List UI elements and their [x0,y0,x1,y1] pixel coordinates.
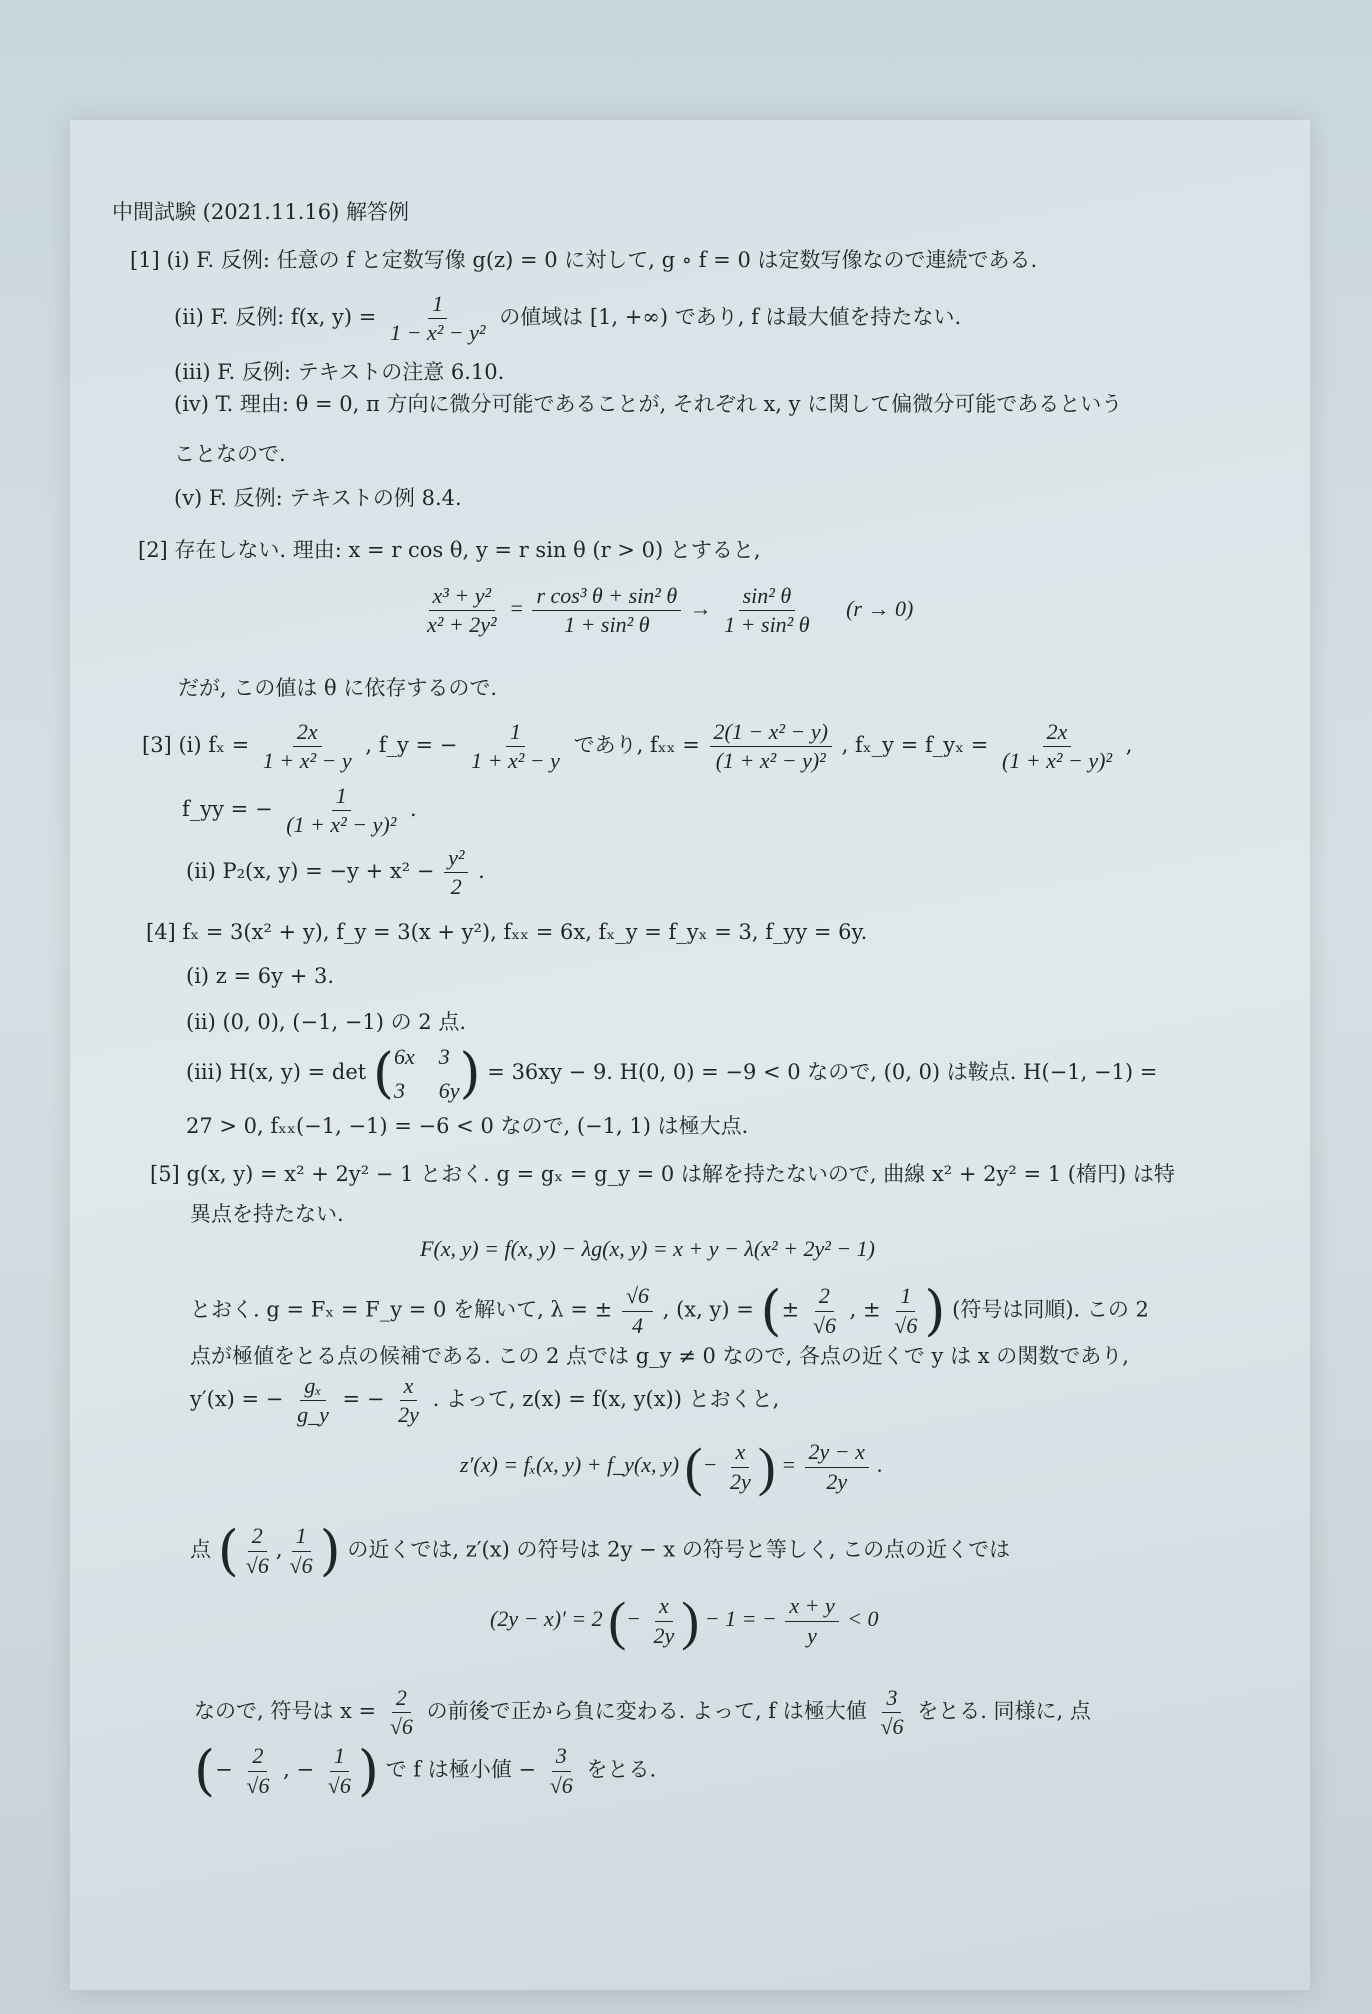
fraction [710,720,832,773]
problem-1-i-text: (i) F. 反例: 任意の f と定数写像 g(z) = 0 に対して, g ∘ f = 0 は定数写像なので連続である. [166,248,1038,272]
fraction [444,846,468,899]
fraction [324,1744,355,1797]
denominator: √6 [327,1772,351,1798]
right-paren: ) [757,1437,776,1497]
equals-minus: = − [342,1387,385,1412]
problem-1-i [130,246,1037,274]
numerator: 1 [428,292,447,319]
point-label: , (x, y) = [662,1297,754,1322]
problem-1-ii-post: の値域は [1, +∞) であり, f は最大値を持たない. [499,305,962,330]
fraction [293,1374,333,1427]
problem-1-iv-line2: ことなので. [174,442,286,466]
numerator: 2x [293,720,322,747]
problem-5-line7-post: をとる. 同様に, 点 [917,1699,1091,1724]
minus-sign: , − [283,1757,315,1782]
problem-number-4: [4] [146,920,176,944]
denominator: 2y [729,1468,751,1494]
fraction [785,1594,838,1647]
minus-sign: − [626,1606,642,1632]
problem-5-line1-text: g(x, y) = x² + 2y² − 1 とおく. g = gₓ = g_y = 0 は解を持たないので, 曲線 x² + 2y² = 1 (楕円) は特 [186,1162,1175,1186]
problem-5-line8-post: をとる. [586,1757,657,1782]
fraction [546,1744,577,1797]
fraction [282,784,400,837]
fraction [532,584,681,637]
numerator: 2 [392,1686,411,1713]
left-paren: ( [217,1519,239,1582]
problem-5-line1 [150,1160,1175,1188]
fraction [394,1374,423,1427]
numerator: 2 [248,1744,267,1771]
denominator: (1 + x² − y)² [286,812,397,838]
problem-2-outro: だが, この値は θ に依存するので. [178,676,498,700]
fxx-label: であり, fₓₓ = [573,733,700,758]
matrix-entry: 3 [394,1077,405,1103]
denominator: √6 [289,1552,313,1578]
denominator: 1 + x² − y [262,748,352,774]
denominator: y [807,1622,817,1648]
numerator: x [655,1594,673,1621]
problem-5-line4: 点が極値をとる点の候補である. この 2 点では g_y ≠ 0 なので, 各点の近くで y は x の関数であり, [190,1344,1129,1368]
fraction [386,1686,417,1739]
minus-one: − 1 = − [704,1606,777,1632]
period: . [410,797,417,822]
problem-4-derivatives [146,918,867,946]
equals-sign: = [781,1452,797,1478]
numerator: gₓ [300,1374,325,1401]
plus-minus: , ± [849,1297,881,1322]
right-paren: ) [357,1739,379,1802]
numerator: 1 [332,784,351,811]
numerator: 1 [292,1524,311,1551]
denominator: √6 [880,1714,904,1740]
fraction [423,584,501,637]
problem-5-line7 [194,1686,1091,1739]
taylor-polynomial: (ii) P₂(x, y) = −y + x² − [186,859,435,884]
problem-2-intro [138,536,761,564]
period: . [478,859,485,884]
numerator: 2y − x [805,1440,869,1467]
denominator: 1 + sin² θ [724,612,810,638]
matrix-entry: 6y [438,1077,460,1103]
matrix-entry: 3 [438,1044,450,1069]
numerator: 1 [896,1284,915,1311]
numerator: r cos³ θ + sin² θ [532,584,681,611]
numerator: 1 [330,1744,349,1771]
problem-3-i [142,720,1132,773]
fyy-label: f_yy = − [182,797,273,822]
denominator: 1 − x² − y² [390,320,486,346]
problem-5-line2: 異点を持たない. [190,1202,344,1226]
arrow: → [689,595,712,621]
right-paren: ) [681,1591,700,1651]
fraction [720,584,813,637]
denominator: x² + 2y² [427,612,497,638]
denominator: √6 [389,1714,413,1740]
problem-3-ii [186,846,485,899]
problem-number-2: [2] [138,538,168,562]
numerator: x [400,1374,418,1401]
fy-label: , f_y = − [365,733,458,758]
left-paren: ( [684,1437,703,1497]
denominator: √6 [894,1312,918,1338]
plus-minus: ± [781,1297,800,1322]
fraction [622,1284,653,1337]
hessian-matrix [394,1042,460,1105]
less-than-zero: < 0 [847,1606,879,1632]
denominator: (1 + x² − y)² [715,748,826,774]
fraction [386,292,489,345]
fraction [467,720,564,773]
problem-1-iv-line1: (iv) T. 理由: θ = 0, π 方向に微分可能であることが, それぞれ x, y に関して偏微分可能であるという [174,392,1123,416]
denominator: 2y [653,1622,675,1648]
numerator: 3 [552,1744,571,1771]
denominator: 2y [398,1402,419,1428]
problem-number-3: [3] [142,733,172,758]
fraction [809,1284,840,1337]
numerator: x [731,1440,749,1467]
problem-5-line3 [190,1279,1149,1342]
numerator: sin² θ [739,584,796,611]
numerator: 2 [248,1524,267,1551]
problem-number-1: [1] [130,248,160,272]
fx-label: (i) fₓ = [178,733,250,758]
denominator: 2y [826,1468,848,1494]
numerator: x + y [785,1594,838,1621]
fraction [998,720,1116,773]
fraction [286,1524,317,1577]
equals-sign: = [509,595,524,621]
sign-derivative-lhs: (2y − x)′ = 2 [490,1606,603,1632]
numerator: 1 [506,720,525,747]
right-paren: ) [459,1041,481,1105]
sign-note: (符号は同順). この 2 [952,1297,1149,1322]
numerator: √6 [622,1284,653,1311]
problem-3-fyy [182,784,417,837]
problem-2-display [420,584,913,637]
z-derivative-display [460,1437,883,1497]
fraction [242,1524,273,1577]
denominator: √6 [246,1772,270,1798]
minus-sign: − [215,1757,233,1782]
numerator: x³ + y² [429,584,496,611]
denominator: g_y [297,1402,329,1428]
left-paren: ( [760,1279,782,1342]
denominator: (1 + x² − y)² [1002,748,1113,774]
problem-5-line8 [194,1739,657,1802]
problem-5-line7-pre: なので, 符号は x = [194,1699,377,1724]
denominator: √6 [812,1312,836,1338]
minus-sign: − [702,1452,718,1478]
problem-4-ii: (ii) (0, 0), (−1, −1) の 2 点. [186,1010,467,1034]
exam-title: 中間試験 (2021.11.16) 解答例 [112,200,409,224]
fraction [242,1744,273,1797]
denominator: √6 [549,1772,573,1798]
denominator: 1 + sin² θ [564,612,650,638]
problem-5-line5-post: . よって, z(x) = f(x, y(x)) とおくと, [432,1387,780,1412]
problem-4-iii [186,1042,1157,1105]
comma: , [1125,733,1133,758]
problem-5-line5 [190,1374,779,1427]
z-derivative-lhs: z′(x) = fₓ(x, y) + f_y(x, y) [460,1452,680,1478]
numerator: 3 [882,1686,901,1713]
numerator: y² [444,846,468,873]
problem-1-ii-pre: (ii) F. 反例: f(x, y) = [174,305,377,330]
period: . [877,1452,883,1478]
problem-4-iii-line2: 27 > 0, fₓₓ(−1, −1) = −6 < 0 なので, (−1, 1) は極大点. [186,1114,749,1138]
problem-5-line7-mid: の前後で正から負に変わる. よって, f は極大値 [426,1699,867,1724]
right-paren: ) [924,1279,946,1342]
denominator: 1 + x² − y [471,748,560,774]
fraction [650,1594,679,1647]
problem-4-i: (i) z = 6y + 3. [186,964,334,988]
limit-note: (r → 0) [846,595,914,621]
problem-1-ii [174,292,961,345]
lambda-text: とおく. g = Fₓ = F_y = 0 を解いて, λ = ± [190,1297,613,1322]
numerator: 2(1 − x² − y) [710,720,832,747]
problem-4-derivatives-text: fₓ = 3(x² + y), f_y = 3(x + y²), fₓₓ = 6x, fₓ_y = f_yₓ = 3, f_yy = 6y. [182,920,868,944]
point-word: 点 [190,1537,211,1562]
fraction [876,1686,907,1739]
fxy-label: , fₓ_y = f_yₓ = [841,733,989,758]
problem-5-line6: 点 ( $\frac{2}{√6}$ , $\frac{1}{√6}$ ) の近くでは, z′(x) の符号は 2y − x の符号と等しく, この点の近くでは [190,1519,1011,1582]
right-paren: ) [319,1519,341,1582]
problem-2-intro-text: 存在しない. 理由: x = r cos θ, y = r sin θ (r > 0) とすると, [174,538,761,562]
problem-number-5: [5] [150,1162,180,1186]
denominator: √6 [245,1552,269,1578]
hessian-label: (iii) H(x, y) = det [186,1060,367,1085]
fraction [805,1440,869,1493]
hessian-result: = 36xy − 9. H(0, 0) = −9 < 0 なので, (0, 0) は鞍点. H(−1, −1) = [487,1060,1158,1085]
left-paren: ( [372,1041,394,1105]
fraction [890,1284,921,1337]
left-paren: ( [608,1591,627,1651]
denominator: 2 [450,874,462,900]
implicit-derivative: y′(x) = − [190,1387,284,1412]
problem-1-iii: (iii) F. 反例: テキストの注意 6.10. [174,360,505,384]
fraction [726,1440,755,1493]
lagrange-function: F(x, y) = f(x, y) − λg(x, y) = x + y − λ(x² + 2y² − 1) [420,1236,875,1261]
fraction [259,720,356,773]
numerator: 2x [1043,720,1072,747]
denominator: 4 [632,1312,643,1338]
problem-5-line6-post: の近くでは, z′(x) の符号は 2y − x の符号と等しく, この点の近くでは [347,1537,1011,1562]
problem-1-v: (v) F. 反例: テキストの例 8.4. [174,486,462,510]
sign-derivative-display [490,1591,879,1651]
matrix-entry: 6x [394,1044,415,1069]
problem-5-line8-mid: で f は極小値 − [385,1757,537,1782]
left-paren: ( [194,1739,216,1802]
numerator: 2 [815,1284,834,1311]
